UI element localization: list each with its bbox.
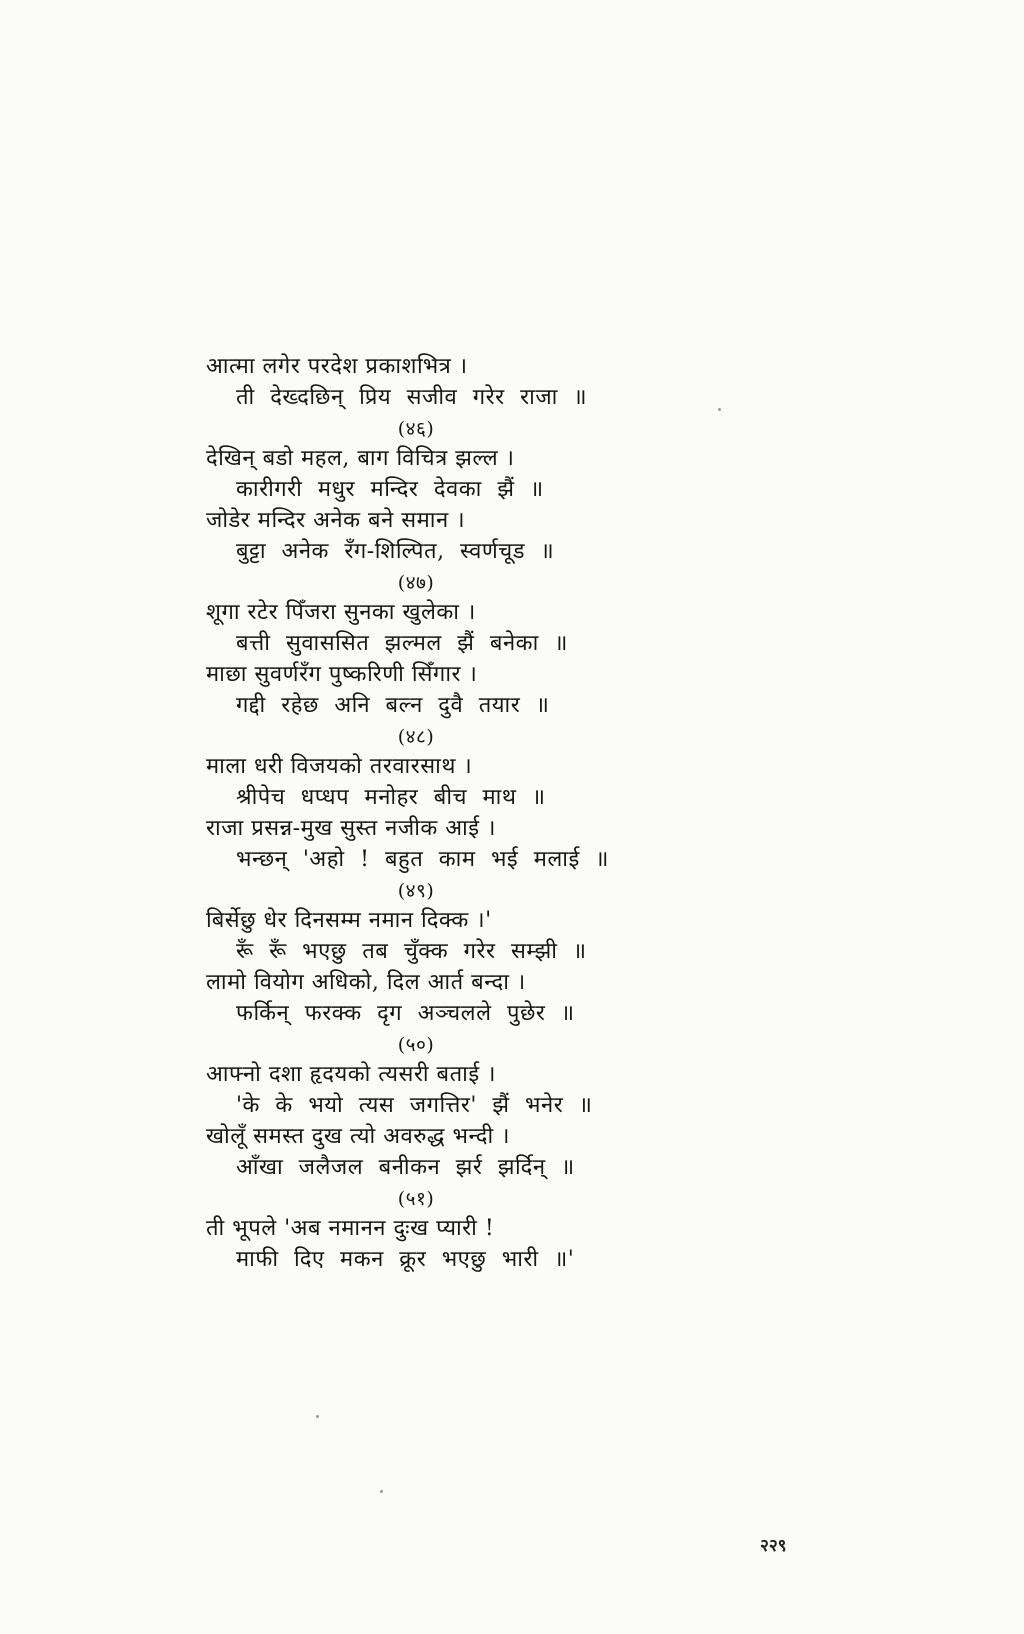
scan-speck	[718, 408, 721, 411]
poem-line: लामो वियोग अधिको, दिल आर्त बन्दा ।	[206, 969, 526, 995]
poem-line: देखिन् बडो महल, बाग विचित्र झल्ल ।	[206, 446, 515, 472]
poem-line: माछा सुवर्णरँग पुष्करिणी सिँगार ।	[206, 661, 478, 687]
poem-line: खोलूँ समस्त दुख त्यो अवरुद्ध भन्दी ।	[206, 1123, 510, 1149]
page-number: २२९	[760, 1536, 787, 1556]
verse-number: (४६)	[397, 417, 435, 440]
poem-line: भन्छन् 'अहो ! बहुत काम भई मलाई ॥	[236, 846, 609, 872]
scan-speck	[316, 1415, 319, 1418]
scan-speck	[380, 1490, 383, 1493]
poem-line: बिर्सेछु धेर दिनसम्म नमान दिक्क ।'	[206, 908, 492, 934]
poem-line: ती देख्दछिन् प्रिय सजीव गरेर राजा ॥	[236, 384, 588, 410]
poem-line: गद्दी रहेछ अनि बल्न दुवै तयार ॥	[236, 692, 550, 718]
poem-line: माफी दिए मकन क्रूर भएछु भारी ॥'	[236, 1247, 575, 1273]
verse-number: (५०)	[397, 1033, 435, 1056]
poem-line: बत्ती सुवाससित झल्मल झैं बनेका ॥	[236, 631, 568, 657]
verse-number: (४९)	[397, 879, 435, 902]
poem-line: आफ्नो दशा हृदयको त्यसरी बताई ।	[206, 1062, 496, 1088]
poem-line: ती भूपले 'अब नमानन दुःख प्यारी !	[206, 1216, 495, 1242]
poem-line: शूगा रटेर पिँजरा सुनका खुलेका ।	[206, 600, 476, 626]
poem-line: कारीगरी मधुर मन्दिर देवका झैं ॥	[236, 477, 544, 503]
poem-line: रूँ रूँ भएछु तब चुँक्क गरेर सम्झी ॥	[236, 939, 587, 965]
verse-number: (४७)	[397, 571, 435, 594]
poem-line: माला धरी विजयको तरवारसाथ ।	[206, 754, 473, 780]
poem-line: 'के के भयो त्यस जगत्तिर' झैं भनेर ॥	[236, 1093, 593, 1119]
poem-line: श्रीपेच धप्धप मनोहर बीच माथ ॥	[236, 785, 546, 811]
poem-line: राजा प्रसन्न-मुख सुस्त नजीक आई ।	[206, 815, 496, 841]
verse-number: (५१)	[397, 1187, 435, 1210]
poem-line: आँखा जलैजल बनीकन झर्र झर्दिन् ॥	[236, 1154, 575, 1180]
poem-line: बुट्टा अनेक रँग-शिल्पित, स्वर्णचूड ॥	[236, 538, 555, 564]
poem-text	[206, 352, 666, 1276]
poem-line: फर्किन् फरक्क दृग अञ्चलले पुछेर ॥	[236, 1000, 575, 1026]
poem-line: जोडेर मन्दिर अनेक बने समान ।	[206, 507, 466, 533]
verse-number: (४८)	[397, 725, 435, 748]
poem-line: आत्मा लगेर परदेश प्रकाशभित्र ।	[206, 354, 468, 379]
